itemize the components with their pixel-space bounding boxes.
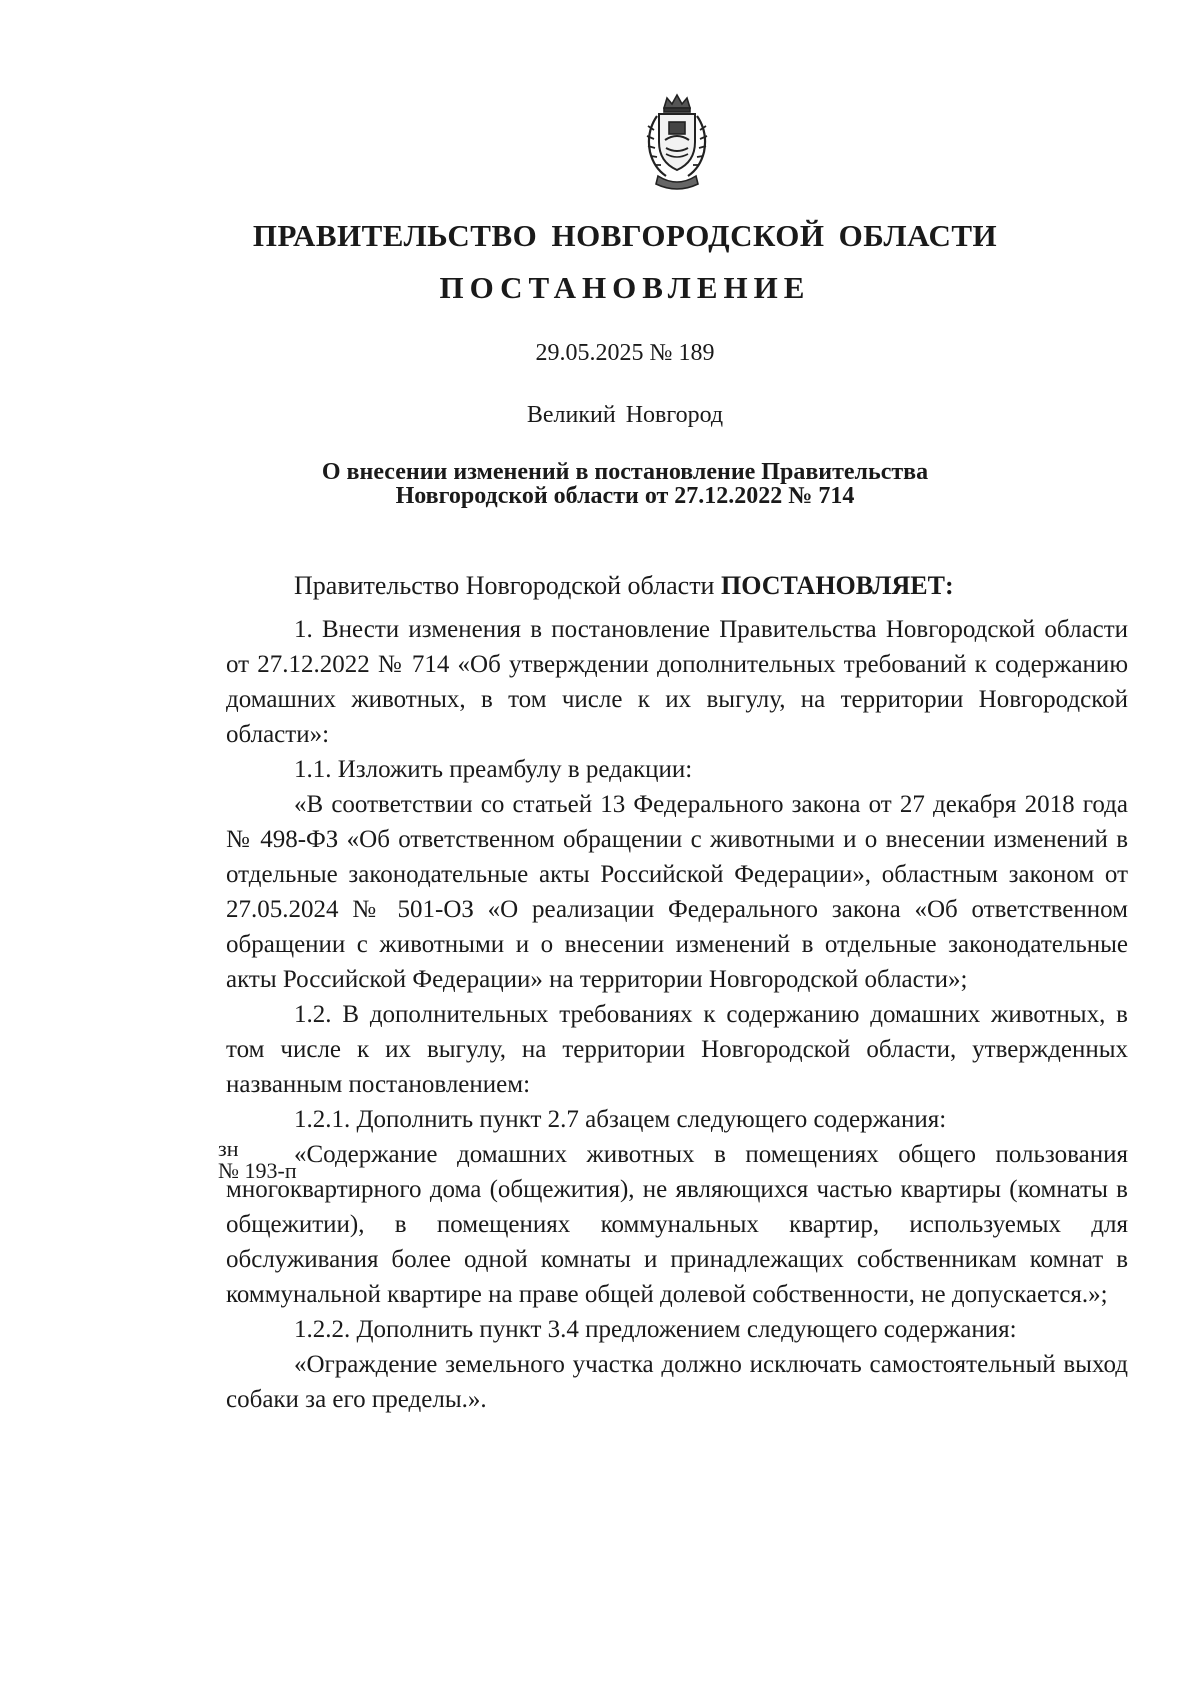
paragraph-1-1: 1.1. Изложить преамбулу в редакции: [294,756,693,783]
paragraph-1-2-2-text: «Ограждение земельного участка должно исключать самостоятельный выход собаки за его пределы.». [226,1351,1128,1413]
document-date-number: 29.05.2025 № 189 [535,340,715,366]
lead-text: Правительство Новгородской области [294,571,721,600]
subject-line-2: Новгородской области от 27.12.2022 № 714 [395,483,855,509]
resolution-lead [226,568,1128,603]
document-city: Великий Новгород [526,402,724,428]
document-footer-code [218,1138,297,1182]
paragraph-1-2-1: 1.2.1. Дополнить пункт 2.7 абзацем следующего содержания: [294,1106,947,1133]
document-subject [0,460,1200,508]
novgorod-coat-of-arms-icon [636,92,718,192]
footer-initials: зн [218,1136,239,1161]
footer-number: № 193-п [218,1158,297,1183]
organization-title: ПРАВИТЕЛЬСТВО НОВГОРОДСКОЙ ОБЛАСТИ [252,218,998,253]
subject-line-1: О внесении изменений в постановление Правительства [321,459,929,485]
document-body [226,568,1128,1417]
lead-resolves: ПОСТАНОВЛЯЕТ: [720,571,954,600]
paragraph-1-2-2: 1.2.2. Дополнить пункт 3.4 предложением следующего содержания: [294,1316,1017,1343]
document-type: ПОСТАНОВЛЕНИЕ [439,270,811,305]
paragraph-preamble: «В соответствии со статьей 13 Федерального закона от 27 декабря 2018 года № 498-ФЗ «Об ответственном обращении с животными и о внесении изменений в отдельные законодательные акты Российской Федерации», областным законом от 27.05.2024 № 501-ОЗ «О реализации Федерального закона «Об ответственном обращении с животными и о внесении изменений в отдельные законодательные акты Российской Федерации» на территории Новгородской области»; [226,791,1128,993]
paragraph-1-2-1-text: «Содержание домашних животных в помещениях общего пользования многоквартирного дома (общежития), не являющихся частью квартиры (комнаты в общежитии), в помещениях коммунальных квартир, используемых для обслуживания более одной комнаты и принадлежащих собственникам комнат в коммунальной квартире на праве общей долевой собственности, не допускается.»; [226,1141,1128,1308]
paragraph-1-2: 1.2. В дополнительных требованиях к содержанию домашних животных, в том числе к их выгулу, на территории Новгородской области, утвержденных названным постановлением: [226,1001,1128,1098]
paragraph-1: 1. Внести изменения в постановление Правительства Новгородской области от 27.12.2022 № 714 «Об утверждении дополнительных требований к содержанию домашних животных, в том числе к их выгулу, на территории Новгородской области»: [226,616,1128,748]
